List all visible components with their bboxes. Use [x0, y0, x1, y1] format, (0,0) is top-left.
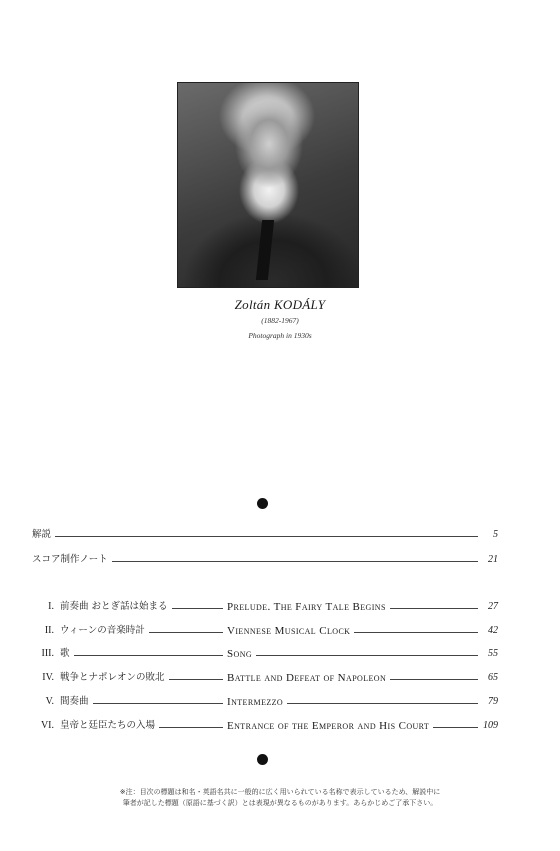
- movement-page: 27: [488, 601, 498, 612]
- toc-movement-3[interactable]: [32, 646, 498, 660]
- movement-number: II.: [44, 625, 54, 636]
- movement-page: 65: [488, 672, 498, 683]
- toc-leader: [74, 655, 223, 656]
- movement-number: III.: [41, 648, 54, 659]
- movement-title-jp: 歌: [60, 648, 70, 659]
- movement-title-jp: 間奏曲: [60, 696, 89, 707]
- section-bullet-top: [257, 498, 268, 509]
- movement-title-en: Viennese Musical Clock: [227, 625, 351, 637]
- toc-title: スコア制作ノート: [32, 554, 108, 565]
- movement-title-en: Intermezzo: [227, 696, 284, 708]
- caption-photo-note: Photograph in 1930s: [248, 331, 312, 340]
- toc-leader: [172, 608, 223, 609]
- toc-movement-5[interactable]: [32, 694, 498, 708]
- movement-page: 79: [488, 696, 498, 707]
- footnote-line-1: ※注：目次の標題は和名・英語名共に一般的に広く用いられている名称で表示しているため、解説中に: [119, 788, 441, 796]
- toc-page: 21: [488, 554, 498, 565]
- toc-item-score-notes[interactable]: [32, 552, 498, 566]
- toc-leader: [55, 536, 478, 537]
- movement-title-jp: 戦争とナポレオンの敗北: [60, 672, 165, 683]
- toc-movement-6[interactable]: [32, 718, 498, 732]
- movement-title-en: Battle and Defeat of Napoleon: [227, 672, 387, 684]
- portrait-photo: [177, 82, 359, 288]
- movement-number: IV.: [42, 672, 54, 683]
- portrait-tie-shape: [256, 220, 274, 280]
- toc-leader: [159, 727, 223, 728]
- toc-item-commentary[interactable]: [32, 527, 498, 541]
- toc-leader: [390, 608, 478, 609]
- toc-movement-4[interactable]: [32, 670, 498, 684]
- toc-movement-2[interactable]: [32, 623, 498, 637]
- movement-title-jp: ウィーンの音楽時計: [60, 625, 145, 636]
- movement-page: 55: [488, 648, 498, 659]
- caption-years: (1882-1967): [261, 316, 299, 325]
- movement-number: VI.: [40, 720, 54, 731]
- toc-leader: [93, 703, 223, 704]
- toc-leader: [112, 561, 478, 562]
- toc-leader: [390, 679, 478, 680]
- toc-leader: [256, 655, 478, 656]
- movement-number: V.: [45, 696, 54, 707]
- toc-leader: [433, 727, 478, 728]
- movement-title-en: Song: [227, 648, 253, 660]
- movement-page: 109: [483, 720, 498, 731]
- section-bullet-bottom: [257, 754, 268, 765]
- toc-leader: [169, 679, 223, 680]
- toc-movement-1[interactable]: [32, 599, 498, 613]
- caption-composer-name: Zoltán KODÁLY: [234, 297, 326, 312]
- toc-leader: [287, 703, 478, 704]
- movement-number: I.: [48, 601, 54, 612]
- toc-leader: [354, 632, 478, 633]
- movement-page: 42: [488, 625, 498, 636]
- footnote-line-2: 筆者が記した標題（原語に基づく訳）とは表現が異なるものがあります。あらかじめご了承下さい。: [122, 799, 438, 807]
- toc-title: 解説: [32, 529, 52, 540]
- movement-title-jp: 前奏曲 おとぎ話は始まる: [60, 601, 168, 612]
- movement-title-en: Prelude. The Fairy Tale Begins: [227, 601, 386, 613]
- toc-leader: [149, 632, 223, 633]
- footnote: [60, 787, 500, 809]
- movement-title-en: Entrance of the Emperor and His Court: [227, 720, 430, 732]
- movement-title-jp: 皇帝と廷臣たちの入場: [60, 720, 156, 731]
- toc-page: 5: [493, 529, 498, 540]
